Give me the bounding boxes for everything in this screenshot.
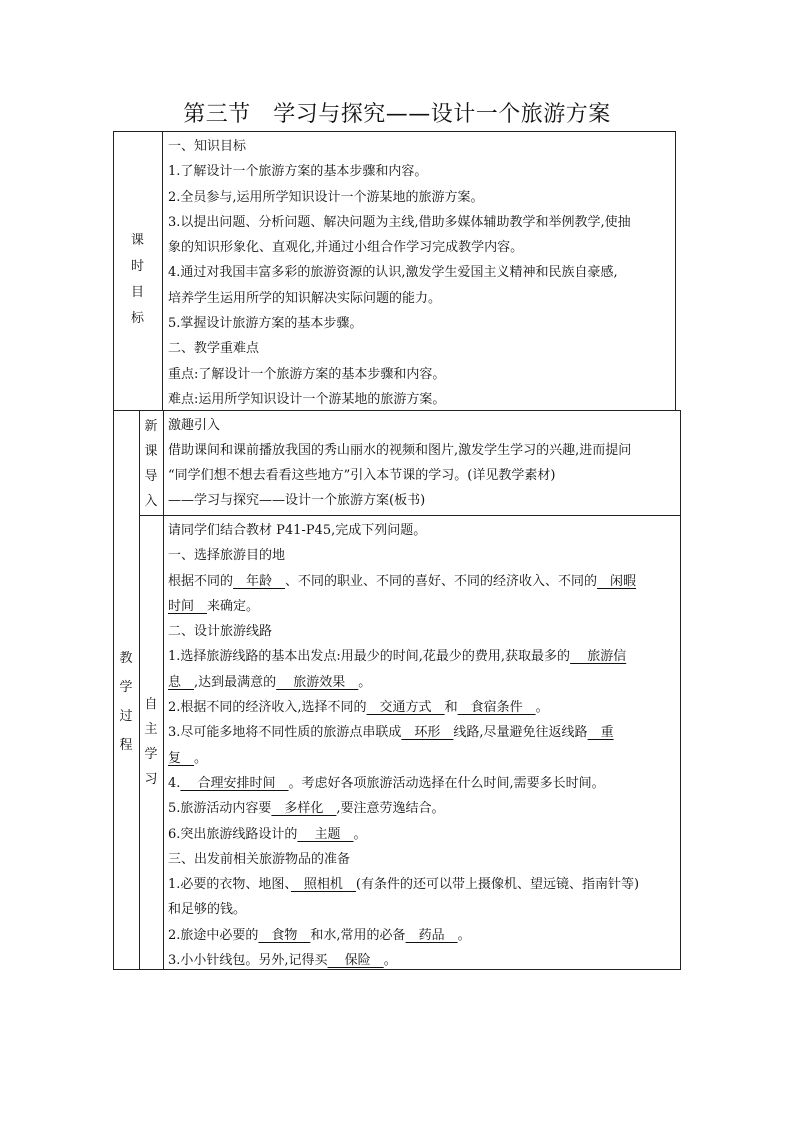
study-line: 和足够的钱。 <box>168 902 247 918</box>
study-line: 2.根据不同的经济收入,选择不同的 交通方式 和 食宿条件 。 <box>168 700 549 716</box>
answer-blank: 时间 <box>168 598 208 614</box>
study-line: 1.选择旅游线路的基本出发点:用最少的时间,花最少的费用,获取最多的 旅游信 <box>168 649 627 665</box>
study-heading: 三、出发前相关旅游物品的准备 <box>168 851 351 867</box>
study-line: 2.旅途中必要的 食物 和水,常用的必备 药品 。 <box>168 927 471 943</box>
objectives-content <box>168 134 674 412</box>
answer-blank: 复 <box>168 750 195 766</box>
objectives-line: 难点:运用所学知识设计一个游某地的旅游方案。 <box>168 391 446 407</box>
answer-blank: 息 <box>168 674 195 690</box>
answer-blank: 旅游信 <box>570 649 627 665</box>
study-heading: 二、设计旅游线路 <box>168 624 273 640</box>
intro-content <box>168 413 680 513</box>
study-line: 3.小小针线包。另外,记得买 保险 。 <box>168 953 397 969</box>
objectives-line: 3.以提出问题、分析问题、解决问题为主线,借助多媒体辅助教学和举例教学,使抽 <box>168 214 631 230</box>
answer-blank: 食物 <box>258 927 311 943</box>
objectives-label: 课 时 目 标 <box>130 233 144 326</box>
objectives-line: 1.了解设计一个旅游方案的基本步骤和内容。 <box>168 164 428 180</box>
intro-line: “同学们想不想去看看这些地方”引入本节课的学习。(详见教学素材) <box>168 468 556 483</box>
table-divider-objectives <box>162 131 163 411</box>
intro-line: 激趣引入 <box>168 418 221 433</box>
self-study-content <box>168 518 680 973</box>
answer-blank: 重 <box>587 725 614 741</box>
table-border-intro-bottom <box>139 515 681 516</box>
study-line: 3.尽可能多地将不同性质的旅游点串联成 环形 线路,尽量避免往返线路 重 <box>168 725 614 741</box>
answer-blank: 药品 <box>405 927 458 943</box>
objectives-line: 一、知识目标 <box>168 139 247 154</box>
answer-blank: 合理安排时间 <box>180 775 289 791</box>
study-line: 息 ,达到最满意的 旅游效果 。 <box>168 674 372 690</box>
intro-label: 新 课 导 入 <box>144 419 158 509</box>
study-line: 请同学们结合教材 P41-P45,完成下列问题。 <box>168 523 427 538</box>
table-border-top <box>113 131 676 132</box>
answer-blank: 照相机 <box>290 877 356 893</box>
page-title: 第三节 学习与探究——设计一个旅游方案 <box>183 102 611 127</box>
study-line: 复 。 <box>168 750 208 766</box>
study-line: 6.突出旅游线路设计的 主题 。 <box>168 826 367 842</box>
answer-blank: 保险 <box>327 953 384 969</box>
intro-line: ——学习与探究——设计一个旅游方案(板书) <box>168 493 426 508</box>
study-line: 5.旅游活动内容要 多样化 ,要注意劳逸结合。 <box>168 801 445 817</box>
answer-blank: 闲暇 <box>597 573 637 589</box>
answer-blank: 年龄 <box>233 573 286 589</box>
answer-blank: 交通方式 <box>366 700 445 716</box>
objectives-line: 培养学生运用所学的知识解决实际问题的能力。 <box>168 290 442 306</box>
table-border-right-bottom <box>680 410 681 970</box>
objectives-line: 重点:了解设计一个旅游方案的基本步骤和内容。 <box>168 366 446 382</box>
study-line: 时间 来确定。 <box>168 598 260 614</box>
objectives-line: 二、教学重难点 <box>168 341 260 357</box>
study-line: 4. 合理安排时间 。考虑好各项旅游活动选择在什么时间,需要多长时间。 <box>168 775 605 791</box>
answer-blank: 多样化 <box>271 801 337 817</box>
process-label: 教 学 过 程 <box>119 651 133 753</box>
table-divider-sub <box>163 410 164 970</box>
objectives-line: 象的知识形象化、直观化,并通过小组合作学习完成教学内容。 <box>168 240 524 256</box>
study-line: 根据不同的 年龄 、不同的职业、不同的喜好、不同的经济收入、不同的 闲暇 <box>168 573 637 589</box>
answer-blank: 食宿条件 <box>457 700 536 716</box>
study-heading: 一、选择旅游目的地 <box>168 548 286 564</box>
objectives-line: 4.通过对我国丰富多彩的旅游资源的认识,激发学生爱国主义精神和民族自豪感, <box>168 265 618 281</box>
table-border-right-top <box>675 131 676 411</box>
answer-blank: 旅游效果 <box>276 674 359 690</box>
answer-blank: 环形 <box>401 725 454 741</box>
objectives-line: 2.全员参与,运用所学知识设计一个游某地的旅游方案。 <box>168 189 484 205</box>
intro-line: 借助课间和课前播放我国的秀山丽水的视频和图片,激发学生学习的兴趣,进而提问 <box>168 443 632 458</box>
answer-blank: 主题 <box>297 826 354 842</box>
objectives-line: 5.掌握设计旅游方案的基本步骤。 <box>168 316 363 332</box>
study-line: 1.必要的衣物、地图、 照相机 (有条件的还可以带上摄像机、望远镜、指南针等) <box>168 877 640 893</box>
self-study-label: 自 主 学 习 <box>144 697 158 787</box>
